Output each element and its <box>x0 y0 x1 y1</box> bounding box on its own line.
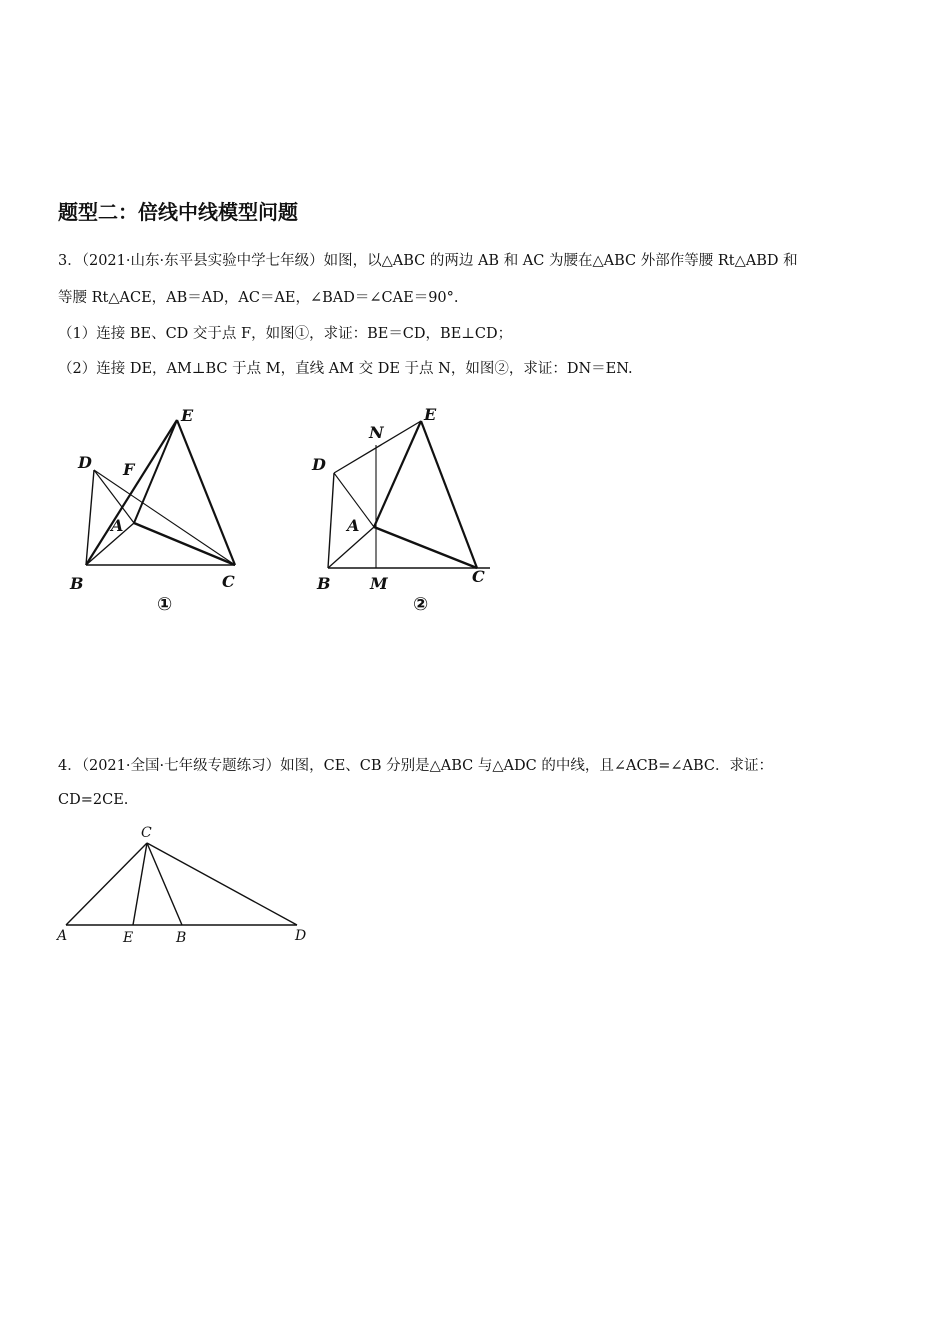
seg2-EC <box>421 421 477 568</box>
label-B: B <box>70 574 84 593</box>
label-C: C <box>222 572 235 591</box>
seg2-BD <box>328 473 334 568</box>
seg4-CB <box>147 843 182 925</box>
label4-B: B <box>176 930 187 946</box>
problem-3-part-2: （2）连接 DE，AM⊥BC 于点 M，直线 AM 交 DE 于点 N，如图②，求证：DN＝EN. <box>58 361 633 377</box>
label4-D: D <box>295 928 307 944</box>
label4-C: C <box>141 825 152 841</box>
problem-3-line-1: 3．（2021·山东·东平县实验中学七年级）如图，以△ABC 的两边 AB 和 AC 为腰在△ABC 外部作等腰 Rt△ABD 和 <box>58 253 798 269</box>
caption-1: ① <box>157 594 173 615</box>
problem-4-line-2: CD=2CE. <box>58 792 129 808</box>
problem-3-part-1: （1）连接 BE、CD 交于点 F，如图①，求证：BE＝CD，BE⊥CD； <box>58 326 513 342</box>
seg4-CD <box>147 843 297 925</box>
label2-E: E <box>424 405 437 424</box>
seg-BD <box>86 470 94 565</box>
section-title: 题型二：倍线中线模型问题 <box>58 200 298 224</box>
label2-M: M <box>370 574 388 593</box>
label-A: A <box>111 516 124 535</box>
label4-A: A <box>57 928 68 944</box>
label2-B: B <box>317 574 331 593</box>
seg-BE <box>86 420 177 565</box>
caption-2: ② <box>413 594 429 615</box>
label-D: D <box>78 453 92 472</box>
label-F: F <box>123 460 135 479</box>
label2-D: D <box>312 455 326 474</box>
problem-3-line-2: 等腰 Rt△ACE，AB＝AD，AC＝AE，∠BAD＝∠CAE＝90°. <box>58 290 459 306</box>
seg-BA <box>86 523 134 565</box>
label-E: E <box>181 406 194 425</box>
label2-C: C <box>472 567 485 586</box>
label2-N: N <box>369 423 384 442</box>
seg-AE <box>134 420 177 523</box>
label2-A: A <box>347 516 360 535</box>
label4-E: E <box>123 930 134 946</box>
seg2-AC <box>374 527 477 568</box>
problem-4-line-1: 4．（2021·全国·七年级专题练习）如图，CE、CB 分别是△ABC 与△ADC 的中线，且∠ACB=∠ABC．求证： <box>58 758 773 774</box>
